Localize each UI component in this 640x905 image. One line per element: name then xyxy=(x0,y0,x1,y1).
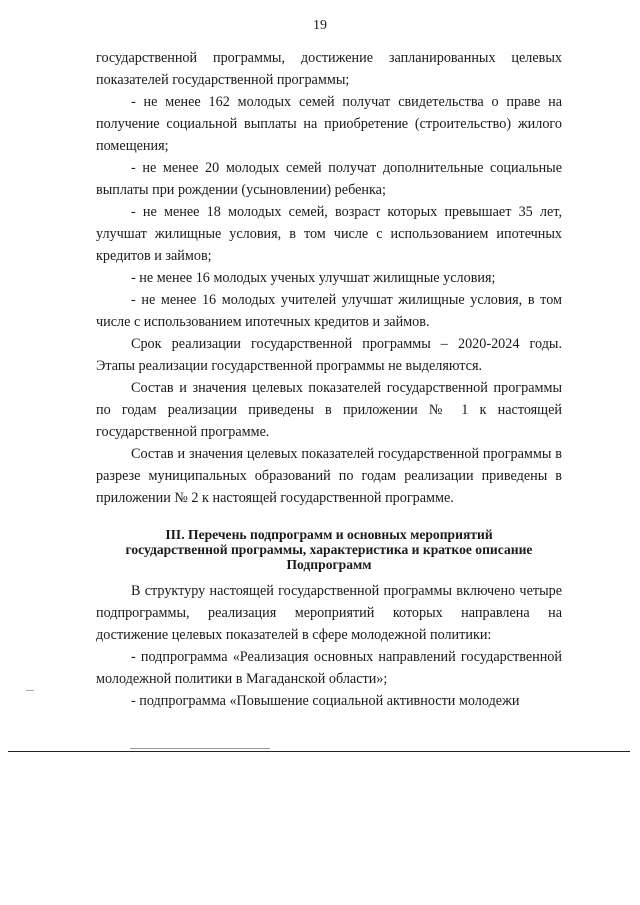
section-heading-line: III. Перечень подпрограмм и основных мероприятий xyxy=(165,527,493,542)
section-heading xyxy=(96,527,562,572)
scan-edge-mark xyxy=(26,690,34,691)
footer-rule xyxy=(8,751,630,752)
paragraph: - не менее 16 молодых учителей улучшат жилищные условия, в том числе с использованием ипотечных кредитов и займов. xyxy=(96,292,562,330)
paragraph: - подпрограмма «Повышение социальной активности молодежи xyxy=(131,693,520,709)
paragraph: Срок реализации государственной программы – 2020-2024 годы. Этапы реализации государственной программы не выделяются. xyxy=(96,336,562,374)
paragraph: - подпрограмма «Реализация основных направлений государственной молодежной политики в Магаданской области»; xyxy=(96,649,562,687)
section-heading-line: Подпрограмм xyxy=(286,557,372,572)
paragraph: - не менее 20 молодых семей получат дополнительные социальные выплаты при рождении (усыновлении) ребенка; xyxy=(96,160,562,198)
paragraph: Состав и значения целевых показателей государственной программы в разрезе муниципальных образований по годам реализации приведены в приложении № 2 к настоящей государственной программе. xyxy=(96,446,562,506)
paragraph: Состав и значения целевых показателей государственной программы по годам реализации приведены в приложении № 1 к настоящей государственной программе. xyxy=(96,380,562,440)
document-body xyxy=(96,47,562,712)
paragraph: - не менее 18 молодых семей, возраст которых превышает 35 лет, улучшат жилищные условия, в том числе с использованием ипотечных кредитов и займов; xyxy=(96,204,562,264)
paragraph: - не менее 16 молодых ученых улучшат жилищные условия; xyxy=(131,270,496,286)
page-number: 19 xyxy=(313,18,327,33)
footer-rule-shadow xyxy=(130,748,270,749)
section-heading-line: государственной программы, характеристика и краткое описание xyxy=(125,542,533,557)
paragraph: - не менее 162 молодых семей получат свидетельства о праве на получение социальной выплаты на приобретение (строительство) жилого помещения; xyxy=(96,94,562,154)
paragraph: государственной программы, достижение запланированных целевых показателей государственной программы; xyxy=(96,50,562,88)
paragraph: В структуру настоящей государственной программы включено четыре подпрограммы, реализация мероприятий которых направлена на достижение целевых показателей в сфере молодежной политики: xyxy=(96,583,562,643)
